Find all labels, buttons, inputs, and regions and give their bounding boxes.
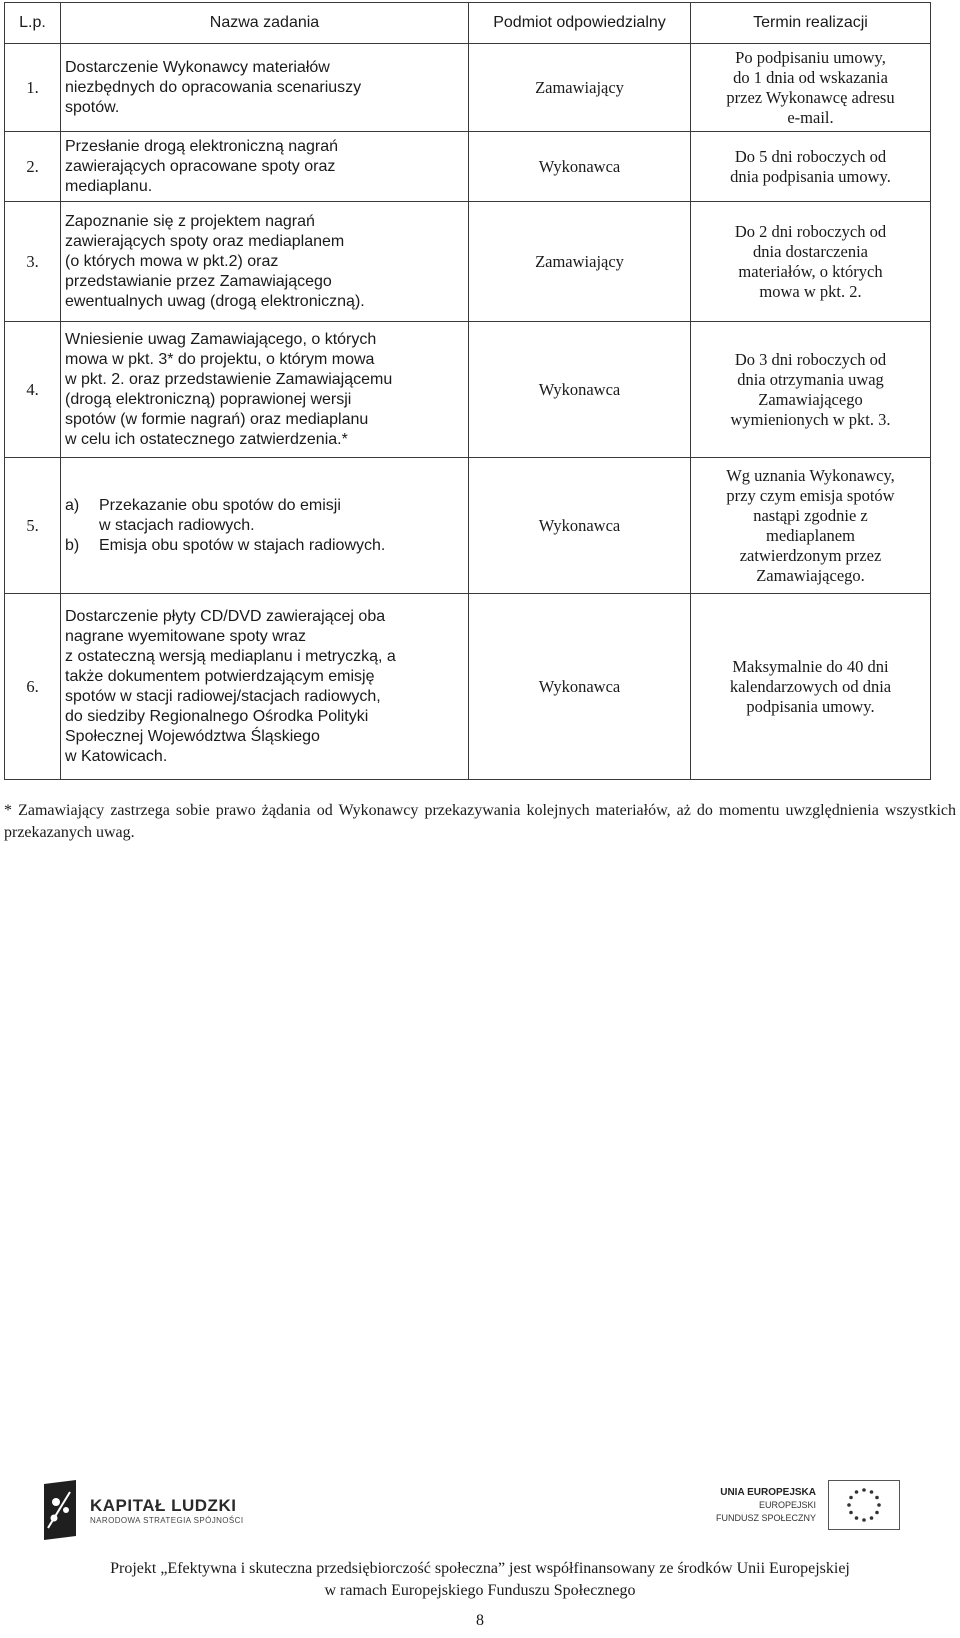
task-cell xyxy=(61,322,469,458)
kapital-ludzki-logo xyxy=(40,1480,243,1540)
deadline-line: Do 5 dni roboczych od xyxy=(734,146,887,166)
eu-title: UNIA EUROPEJSKA xyxy=(720,1486,816,1498)
table-header-row xyxy=(5,3,931,44)
eu-flag-star xyxy=(849,1496,853,1500)
task-line: nagrane wyemitowane spoty wraz xyxy=(65,627,307,645)
row-number: 1. xyxy=(5,44,61,132)
task-line: mowa w pkt. 3* do projektu, o którym mowa xyxy=(65,350,375,368)
task-line: z ostateczną wersją mediaplanu i metryczką, a xyxy=(65,647,396,665)
task-line: Przekazanie obu spotów do emisji xyxy=(99,496,341,514)
task-line: (drogą elektroniczną) poprawionej wersji xyxy=(65,390,352,408)
project-line-1: Projekt „Efektywna i skuteczna przedsiębiorczość społeczna” jest współfinansowany ze środków Unii Europejskiej xyxy=(110,1560,850,1577)
eu-flag-star xyxy=(862,1518,866,1522)
task-line: w pkt. 2. oraz przedstawienie Zamawiającemu xyxy=(65,370,393,388)
task-line: Społecznej Województwa Śląskiego xyxy=(65,727,320,745)
responsible-cell: Zamawiający xyxy=(469,202,691,322)
responsible-cell: Wykonawca xyxy=(469,132,691,202)
task-line: zawierających spoty oraz mediaplanem xyxy=(65,232,345,250)
header-responsible: Podmiot odpowiedzialny xyxy=(469,3,691,44)
responsible-cell: Wykonawca xyxy=(469,322,691,458)
kapital-ludzki-subtitle: NARODOWA STRATEGIA SPÓJNOŚCI xyxy=(90,1515,244,1525)
task-line: w stacjach radiowych. xyxy=(99,516,255,534)
deadline-cell xyxy=(691,594,931,780)
deadline-line: Zamawiającego. xyxy=(756,565,865,585)
table-row xyxy=(5,44,931,132)
task-cell xyxy=(61,458,469,594)
responsible-cell: Wykonawca xyxy=(469,594,691,780)
task-line: spotów (w formie nagrań) oraz mediaplanu xyxy=(65,410,369,428)
deadline-line: materiałów, o których xyxy=(738,261,883,281)
task-list-item xyxy=(65,536,464,556)
deadline-line: przez Wykonawcę adresu xyxy=(726,87,895,107)
eu-flag-star xyxy=(870,1490,874,1494)
task-list-label: a) xyxy=(65,496,80,514)
eu-flag-star xyxy=(870,1516,874,1520)
eu-flag-star xyxy=(877,1503,881,1507)
row-number: 4. xyxy=(5,322,61,458)
schedule-table xyxy=(4,2,931,780)
eu-flag-star xyxy=(849,1511,853,1515)
table-row xyxy=(5,594,931,780)
deadline-line: Do 3 dni roboczych od xyxy=(734,349,887,369)
task-cell xyxy=(61,44,469,132)
task-line: Zapoznanie się z projektem nagrań xyxy=(65,212,315,230)
eu-flag-star xyxy=(847,1503,851,1507)
deadline-line: nastąpi zgodnie z xyxy=(753,505,868,525)
table-row xyxy=(5,132,931,202)
project-statement xyxy=(0,1558,960,1602)
eu-flag-star xyxy=(855,1490,859,1494)
eu-line3: FUNDUSZ SPOŁECZNY xyxy=(715,1512,816,1523)
task-list xyxy=(65,496,464,556)
deadline-line: mediaplanem xyxy=(766,525,855,545)
eu-flag-star xyxy=(875,1496,879,1500)
header-task-name: Nazwa zadania xyxy=(61,3,469,44)
task-cell xyxy=(61,132,469,202)
logos-bar xyxy=(40,1480,920,1550)
task-line: mediaplanu. xyxy=(65,177,153,195)
deadline-line: przy czym emisja spotów xyxy=(726,485,895,505)
task-line: Wniesienie uwag Zamawiającego, o których xyxy=(65,330,377,348)
table-row xyxy=(5,458,931,594)
deadline-line: dnia otrzymania uwag xyxy=(737,369,884,389)
page-number: 8 xyxy=(476,1612,484,1629)
task-list-label: b) xyxy=(65,536,80,554)
eu-logo xyxy=(716,1480,900,1530)
task-list-text xyxy=(99,496,341,536)
deadline-cell xyxy=(691,458,931,594)
footnote: * Zamawiający zastrzega sobie prawo żądania od Wykonawcy przekazywania kolejnych materiałów, aż do momentu uwzględnienia wszystkich przekazanych uwag. xyxy=(4,802,956,841)
task-line: Przesłanie drogą elektroniczną nagrań xyxy=(65,137,339,155)
task-line: Emisja obu spotów w stajach radiowych. xyxy=(99,536,386,554)
eu-flag-icon xyxy=(828,1480,900,1530)
deadline-line: Zamawiającego xyxy=(758,389,863,409)
task-line: spotów. xyxy=(65,98,120,116)
eu-flag-star xyxy=(862,1488,866,1492)
task-list-text xyxy=(99,536,385,556)
deadline-cell xyxy=(691,44,931,132)
deadline-line: Do 2 dni roboczych od xyxy=(734,221,887,241)
deadline-line: dnia dostarczenia xyxy=(753,241,868,261)
task-list-item xyxy=(65,496,464,536)
row-number: 5. xyxy=(5,458,61,594)
task-line: w Katowicach. xyxy=(65,747,168,765)
deadline-line: wymienionych w pkt. 3. xyxy=(730,409,891,429)
task-line: do siedziby Regionalnego Ośrodka Polityki xyxy=(65,707,369,725)
eu-line2: EUROPEJSKI xyxy=(758,1499,816,1510)
deadline-cell xyxy=(691,132,931,202)
header-deadline: Termin realizacji xyxy=(691,3,931,44)
deadline-line: mowa w pkt. 2. xyxy=(759,281,862,301)
kapital-ludzki-mark-icon xyxy=(40,1480,80,1540)
deadline-line: Wg uznania Wykonawcy, xyxy=(726,465,895,485)
row-number: 6. xyxy=(5,594,61,780)
table-row xyxy=(5,202,931,322)
task-line: niezbędnych do opracowania scenariuszy xyxy=(65,78,362,96)
task-line: w celu ich ostatecznego zatwierdzenia.* xyxy=(65,430,348,448)
row-number: 2. xyxy=(5,132,61,202)
task-line: Dostarczenie płyty CD/DVD zawierającej oba xyxy=(65,607,386,625)
task-line: także dokumentem potwierdzającym emisję xyxy=(65,667,375,685)
deadline-line: Po podpisaniu umowy, xyxy=(735,47,886,67)
task-line: spotów w stacji radiowej/stacjach radiowych, xyxy=(65,687,381,705)
deadline-cell xyxy=(691,202,931,322)
project-line-2: w ramach Europejskiego Funduszu Społecznego xyxy=(324,1582,636,1599)
eu-flag-star xyxy=(855,1516,859,1520)
task-cell xyxy=(61,202,469,322)
task-line: (o których mowa w pkt.2) oraz xyxy=(65,252,279,270)
deadline-line: podpisania umowy. xyxy=(746,696,875,716)
responsible-cell: Wykonawca xyxy=(469,458,691,594)
task-line: zawierających opracowane spoty oraz xyxy=(65,157,336,175)
deadline-cell xyxy=(691,322,931,458)
deadline-line: do 1 dnia od wskazania xyxy=(733,67,888,87)
row-number: 3. xyxy=(5,202,61,322)
eu-flag-star xyxy=(875,1511,879,1515)
deadline-line: dnia podpisania umowy. xyxy=(730,166,891,186)
task-line: przedstawianie przez Zamawiającego xyxy=(65,272,332,290)
deadline-line: Maksymalnie do 40 dni xyxy=(732,656,889,676)
kapital-ludzki-title: KAPITAŁ LUDZKI xyxy=(90,1495,237,1515)
responsible-cell: Zamawiający xyxy=(469,44,691,132)
task-line: ewentualnych uwag (drogą elektroniczną). xyxy=(65,292,365,310)
table-row xyxy=(5,322,931,458)
task-line: Dostarczenie Wykonawcy materiałów xyxy=(65,58,330,76)
header-lp: L.p. xyxy=(5,3,61,44)
task-cell xyxy=(61,594,469,780)
deadline-line: e-mail. xyxy=(787,107,834,127)
deadline-line: kalendarzowych od dnia xyxy=(729,676,892,696)
deadline-line: zatwierdzonym przez xyxy=(739,545,882,565)
